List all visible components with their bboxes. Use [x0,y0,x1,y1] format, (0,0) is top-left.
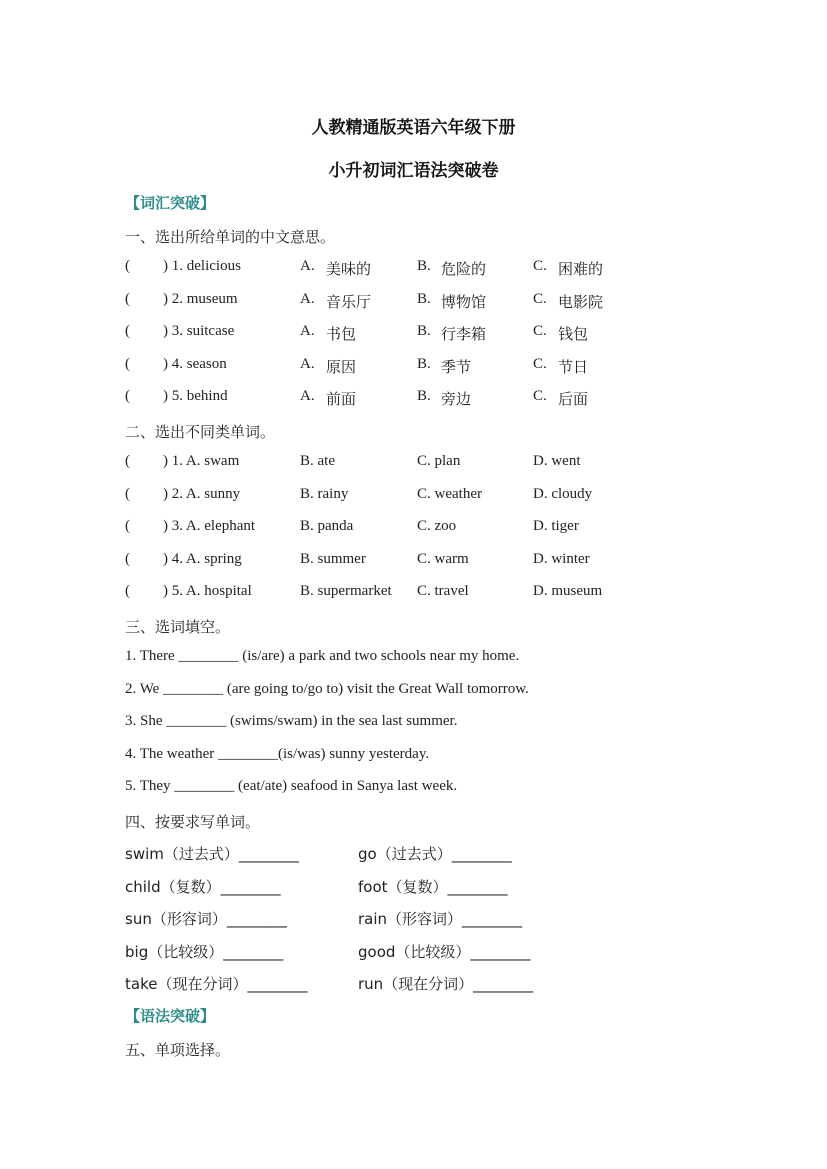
fill-in-sentence: 4. The weather ________(is/was) sunny yesterday. [125,746,430,762]
option-c: C. warm [417,551,469,567]
question-word: ) 4. season [163,356,227,372]
option-b: 季节 [441,358,472,376]
part4-heading: 四、按要求写单词。 [125,813,261,831]
part2-question-row [0,551,827,573]
question-word: ) 3. suitcase [163,323,235,339]
option-a: ) 1. A. swam [163,453,240,469]
part1-question-row [0,356,827,378]
option-a: ) 3. A. elephant [163,518,256,534]
part2-question-row [0,486,827,508]
option-a: ) 2. A. sunny [163,486,241,502]
option-b: B. ate [300,453,335,469]
question-word: ) 1. delicious [163,258,241,274]
vocab-section-tag: 【词汇突破】 [125,194,216,212]
part1-question-row [0,258,827,280]
question-word: ) 2. museum [163,291,238,307]
word-form-right: good（比较级）________ [358,943,531,961]
option-a-label: A. [300,356,315,372]
option-c-label: C. [533,323,547,339]
part2-question-row [0,518,827,540]
word-form-row [0,973,827,995]
answer-paren-open: ( [125,323,130,339]
answer-paren-open: ( [125,551,130,567]
word-form-row [0,876,827,898]
word-form-right: go（过去式）________ [358,845,512,863]
option-a: 前面 [326,390,357,408]
fill-in-sentence: 2. We ________ (are going to/go to) visit the Great Wall tomorrow. [125,681,529,697]
option-b: B. panda [300,518,354,534]
option-b: B. summer [300,551,366,567]
option-c: 节日 [558,358,589,376]
part2-question-row [0,583,827,605]
document-title: 人教精通版英语六年级下册 [311,118,516,138]
part2-heading: 二、选出不同类单词。 [125,423,276,441]
option-b-label: B. [417,323,431,339]
option-d: D. winter [533,551,590,567]
option-c-label: C. [533,258,547,274]
answer-paren-open: ( [125,518,130,534]
option-a-label: A. [300,388,315,404]
option-b-label: B. [417,388,431,404]
word-form-left: swim（过去式）________ [125,845,299,863]
part1-question-row [0,323,827,345]
part1-question-row [0,291,827,313]
option-a: 音乐厅 [326,293,372,311]
option-a: 原因 [326,358,357,376]
answer-paren-open: ( [125,356,130,372]
word-form-left: big（比较级）________ [125,943,284,961]
option-a: 书包 [326,325,357,343]
option-c: C. zoo [417,518,457,534]
option-b: 行李箱 [441,325,487,343]
option-d: D. tiger [533,518,579,534]
fill-in-sentence: 1. There ________ (is/are) a park and two schools near my home. [125,648,520,664]
answer-paren-open: ( [125,388,130,404]
word-form-left: child（复数）________ [125,878,281,896]
option-c: C. plan [417,453,461,469]
part2-question-row [0,453,827,475]
option-d: D. went [533,453,581,469]
option-b-label: B. [417,291,431,307]
answer-paren-open: ( [125,583,130,599]
part3-heading: 三、选词填空。 [125,618,231,636]
word-form-row [0,843,827,865]
word-form-right: foot（复数）________ [358,878,508,896]
option-b-label: B. [417,258,431,274]
option-a-label: A. [300,323,315,339]
option-c: C. travel [417,583,469,599]
word-form-right: rain（形容词）________ [358,910,523,928]
grammar-section-tag: 【语法突破】 [125,1007,216,1025]
option-a: 美味的 [326,260,372,278]
option-c: 困难的 [558,260,604,278]
option-c-label: C. [533,388,547,404]
fill-in-sentence: 5. They ________ (eat/ate) seafood in Sanya last week. [125,778,458,794]
option-b: 旁边 [441,390,472,408]
answer-paren-open: ( [125,291,130,307]
answer-paren-open: ( [125,258,130,274]
answer-paren-open: ( [125,486,130,502]
option-a-label: A. [300,258,315,274]
option-c-label: C. [533,291,547,307]
document-subtitle: 小升初词汇语法突破卷 [328,161,499,181]
answer-paren-open: ( [125,453,130,469]
word-form-left: sun（形容词）________ [125,910,287,928]
option-d: D. museum [533,583,603,599]
option-b-label: B. [417,356,431,372]
question-word: ) 5. behind [163,388,228,404]
option-b: B. rainy [300,486,349,502]
word-form-row [0,908,827,930]
part1-question-row [0,388,827,410]
option-b: B. supermarket [300,583,392,599]
option-c: 钱包 [558,325,589,343]
part5-heading: 五、单项选择。 [125,1041,231,1059]
option-a: ) 4. A. spring [163,551,242,567]
option-c: 后面 [558,390,589,408]
word-form-left: take（现在分词）________ [125,975,308,993]
part1-heading: 一、选出所给单词的中文意思。 [125,228,336,246]
option-c: 电影院 [558,293,604,311]
option-d: D. cloudy [533,486,593,502]
option-c: C. weather [417,486,482,502]
option-c-label: C. [533,356,547,372]
word-form-right: run（现在分词）________ [358,975,534,993]
option-b: 博物馆 [441,293,487,311]
fill-in-sentence: 3. She ________ (swims/swam) in the sea last summer. [125,713,458,729]
option-b: 危险的 [441,260,487,278]
option-a-label: A. [300,291,315,307]
option-a: ) 5. A. hospital [163,583,252,599]
word-form-row [0,941,827,963]
